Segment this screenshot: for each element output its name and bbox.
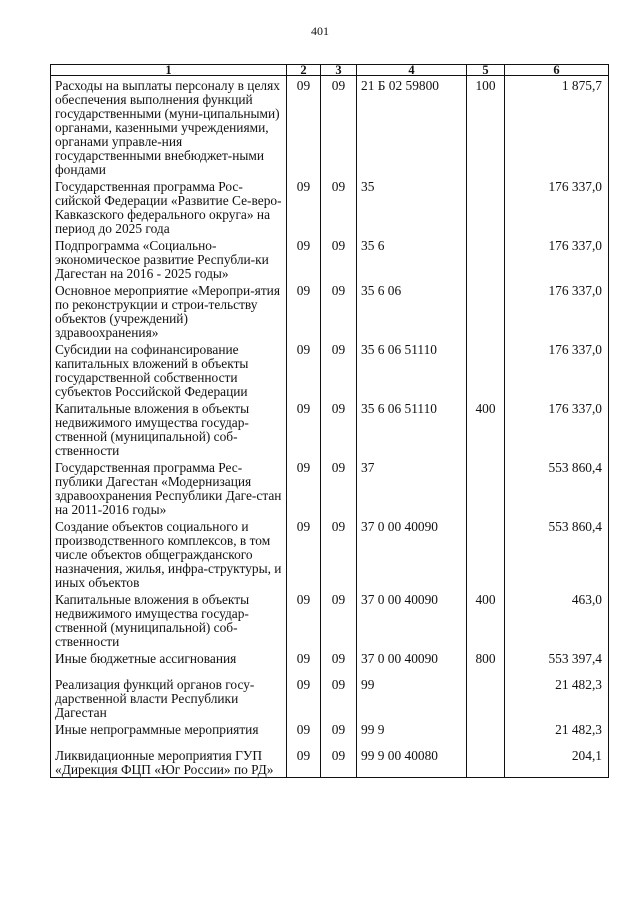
row-description: Создание объектов социального и производственного комплексов, в том числе объектов общегражданского назначения, жилья, инфра-структуры, и иных объектов: [51, 517, 287, 590]
row-description: Иные непрограммные мероприятия: [51, 720, 287, 746]
expense-type-code: [467, 458, 505, 517]
amount: 176 337,0: [505, 340, 609, 399]
table-row: [51, 281, 609, 340]
target-article-code: 35 6 06: [357, 281, 467, 340]
amount: 553 397,4: [505, 649, 609, 675]
expense-type-code: 400: [467, 399, 505, 458]
amount: 463,0: [505, 590, 609, 649]
section-code: 09: [287, 746, 321, 778]
target-article-code: 35: [357, 177, 467, 236]
section-code: 09: [287, 675, 321, 720]
subsection-code: 09: [321, 399, 357, 458]
column-header: 5: [467, 65, 505, 76]
subsection-code: 09: [321, 177, 357, 236]
expense-type-code: [467, 177, 505, 236]
table-row: [51, 517, 609, 590]
section-code: 09: [287, 649, 321, 675]
section-code: 09: [287, 76, 321, 178]
table-row: [51, 177, 609, 236]
table-row: [51, 76, 609, 178]
subsection-code: 09: [321, 720, 357, 746]
target-article-code: 99 9 00 40080: [357, 746, 467, 778]
subsection-code: 09: [321, 76, 357, 178]
target-article-code: 37 0 00 40090: [357, 649, 467, 675]
expense-type-code: 800: [467, 649, 505, 675]
row-description: Субсидии на софинансирование капитальных вложений в объекты государственной собственности субъектов Российской Федерации: [51, 340, 287, 399]
column-header: 1: [51, 65, 287, 76]
section-code: 09: [287, 720, 321, 746]
column-header: 2: [287, 65, 321, 76]
table-row: [51, 746, 609, 778]
table-row: [51, 649, 609, 675]
subsection-code: 09: [321, 340, 357, 399]
page-number: 401: [311, 24, 329, 38]
section-code: 09: [287, 590, 321, 649]
target-article-code: 37: [357, 458, 467, 517]
target-article-code: 37 0 00 40090: [357, 517, 467, 590]
subsection-code: 09: [321, 236, 357, 281]
table-row: [51, 675, 609, 720]
subsection-code: 09: [321, 458, 357, 517]
expense-type-code: 400: [467, 590, 505, 649]
section-code: 09: [287, 340, 321, 399]
amount: 21 482,3: [505, 720, 609, 746]
budget-table: [50, 64, 609, 778]
target-article-code: 21 Б 02 59800: [357, 76, 467, 178]
target-article-code: 35 6 06 51110: [357, 399, 467, 458]
row-description: Государственная программа Рес-публики Дагестан «Модернизация здравоохранения Республики Даге-стан на 2011-2016 годы»: [51, 458, 287, 517]
expense-type-code: [467, 675, 505, 720]
expense-type-code: [467, 281, 505, 340]
table-row: [51, 236, 609, 281]
table-row: [51, 458, 609, 517]
row-description: Капитальные вложения в объекты недвижимого имущества государ-ственной (муниципальной) соб-ственности: [51, 399, 287, 458]
amount: 204,1: [505, 746, 609, 778]
section-code: 09: [287, 458, 321, 517]
column-header: 3: [321, 65, 357, 76]
section-code: 09: [287, 399, 321, 458]
expense-type-code: [467, 236, 505, 281]
target-article-code: 37 0 00 40090: [357, 590, 467, 649]
amount: 21 482,3: [505, 675, 609, 720]
amount: 553 860,4: [505, 458, 609, 517]
target-article-code: 35 6 06 51110: [357, 340, 467, 399]
subsection-code: 09: [321, 281, 357, 340]
section-code: 09: [287, 236, 321, 281]
amount: 553 860,4: [505, 517, 609, 590]
row-description: Основное мероприятие «Меропри-ятия по реконструкции и строи-тельству объектов (учреждений) здравоохранения»: [51, 281, 287, 340]
amount: 1 875,7: [505, 76, 609, 178]
section-code: 09: [287, 177, 321, 236]
amount: 176 337,0: [505, 177, 609, 236]
amount: 176 337,0: [505, 281, 609, 340]
amount: 176 337,0: [505, 236, 609, 281]
column-header: 6: [505, 65, 609, 76]
subsection-code: 09: [321, 649, 357, 675]
column-header: 4: [357, 65, 467, 76]
section-code: 09: [287, 281, 321, 340]
expense-type-code: [467, 720, 505, 746]
amount: 176 337,0: [505, 399, 609, 458]
row-description: Иные бюджетные ассигнования: [51, 649, 287, 675]
section-code: 09: [287, 517, 321, 590]
table-row: [51, 590, 609, 649]
subsection-code: 09: [321, 517, 357, 590]
row-description: Подпрограмма «Социально-экономическое развитие Республи-ки Дагестан на 2016 - 2025 годы»: [51, 236, 287, 281]
expense-type-code: 100: [467, 76, 505, 178]
subsection-code: 09: [321, 590, 357, 649]
target-article-code: 35 6: [357, 236, 467, 281]
row-description: Ликвидационные мероприятия ГУП «Дирекция ФЦП «Юг России» по РД»: [51, 746, 287, 778]
target-article-code: 99: [357, 675, 467, 720]
subsection-code: 09: [321, 675, 357, 720]
row-description: Реализация функций органов госу-дарственной власти Республики Дагестан: [51, 675, 287, 720]
row-description: Государственная программа Рос-сийской Федерации «Развитие Се-веро-Кавказского федерального округа» на период до 2025 года: [51, 177, 287, 236]
row-description: Капитальные вложения в объекты недвижимого имущества государ-ственной (муниципальной) соб-ственности: [51, 590, 287, 649]
expense-type-code: [467, 517, 505, 590]
target-article-code: 99 9: [357, 720, 467, 746]
table-row: [51, 720, 609, 746]
header-row: [51, 65, 609, 76]
table-row: [51, 399, 609, 458]
expense-type-code: [467, 340, 505, 399]
row-description: Расходы на выплаты персоналу в целях обеспечения выполнения функций государственными (муни-ципальными) органами, казенными учреждениями, органами управле-ния государственными внебюджет-ными фондами: [51, 76, 287, 178]
table-row: [51, 340, 609, 399]
expense-type-code: [467, 746, 505, 778]
subsection-code: 09: [321, 746, 357, 778]
